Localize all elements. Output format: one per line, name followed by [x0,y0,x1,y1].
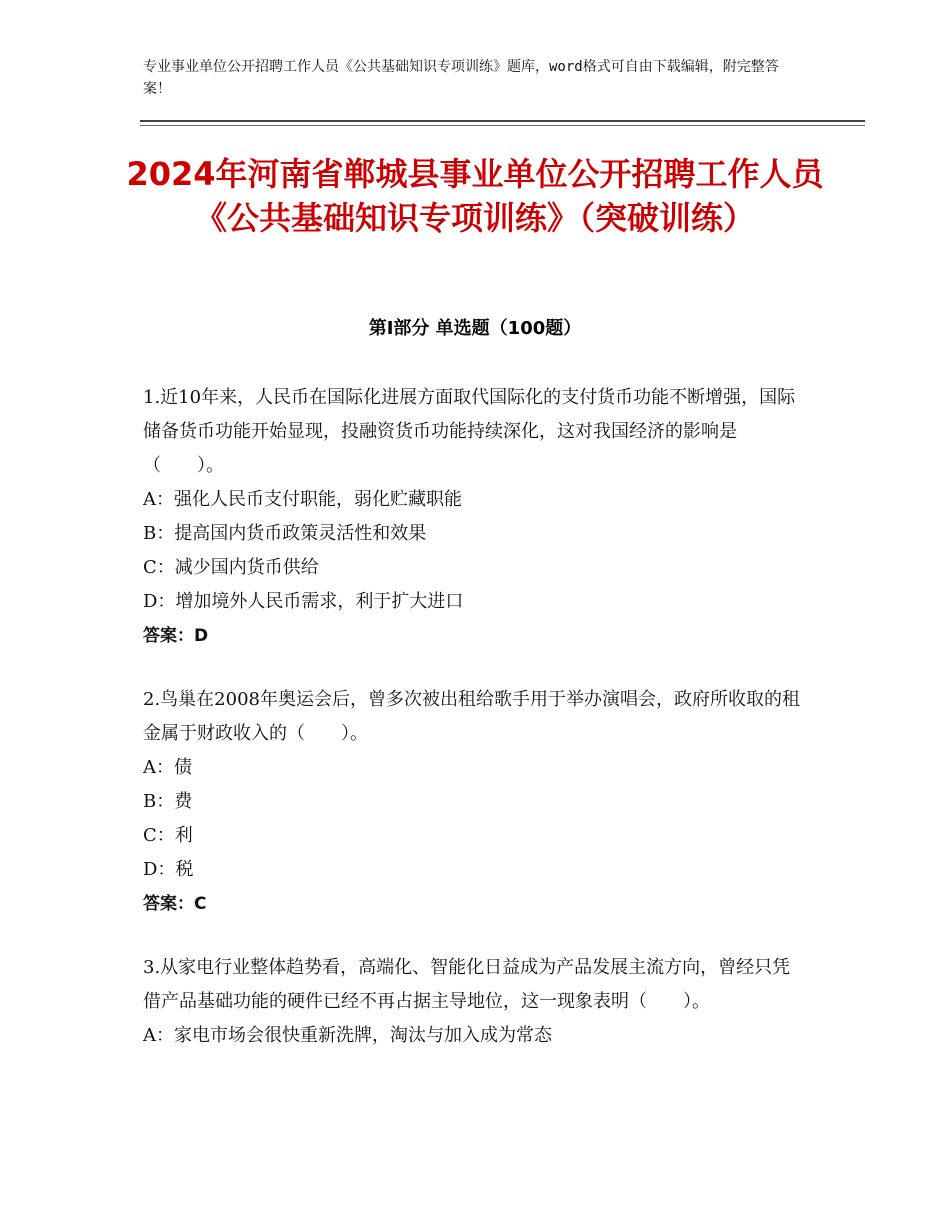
question-2 [143,683,808,921]
header-note: 专业事业单位公开招聘工作人员《公共基础知识专项训练》题库，word格式可自由下载编辑，附完整答案！ [143,59,779,97]
option-a: A：家电市场会很快重新洗牌，淘汰与加入成为常态 [143,1025,552,1046]
header-divider-thin [140,125,865,126]
option-d: D：增加境外人民币需求，利于扩大进口 [143,591,464,612]
section-heading: 第Ⅰ部分 单选题（100题） [368,318,582,339]
question-3 [143,951,808,1053]
option-a: A：债 [143,757,192,778]
answer-line: 答案：C [143,894,207,914]
question-list [143,381,808,1083]
option-b: B：费 [143,791,193,812]
option-c: C：利 [143,825,193,846]
option-b: B：提高国内货币政策灵活性和效果 [143,523,427,544]
question-stem: 1.近10年来，人民币在国际化进展方面取代国际化的支付货币功能不断增强，国际储备货币功能开始显现，投融资货币功能持续深化，这对我国经济的影响是（ ）。 [143,387,796,476]
document-title: 2024年河南省郸城县事业单位公开招聘工作人员《公共基础知识专项训练》（突破训练） [126,155,824,237]
header-divider [140,120,865,122]
option-d: D：税 [143,859,194,880]
question-stem: 2.鸟巢在2008年奥运会后，曾多次被出租给歌手用于举办演唱会，政府所收取的租金属于财政收入的（ ）。 [143,689,800,744]
answer-line: 答案：D [143,626,209,646]
option-a: A：强化人民币支付职能，弱化贮藏职能 [143,489,462,510]
question-stem: 3.从家电行业整体趋势看，高端化、智能化日益成为产品发展主流方向，曾经只凭借产品基础功能的硬件已经不再占据主导地位，这一现象表明（ ）。 [143,957,791,1012]
option-c: C：减少国内货币供给 [143,557,319,578]
question-1 [143,381,808,653]
